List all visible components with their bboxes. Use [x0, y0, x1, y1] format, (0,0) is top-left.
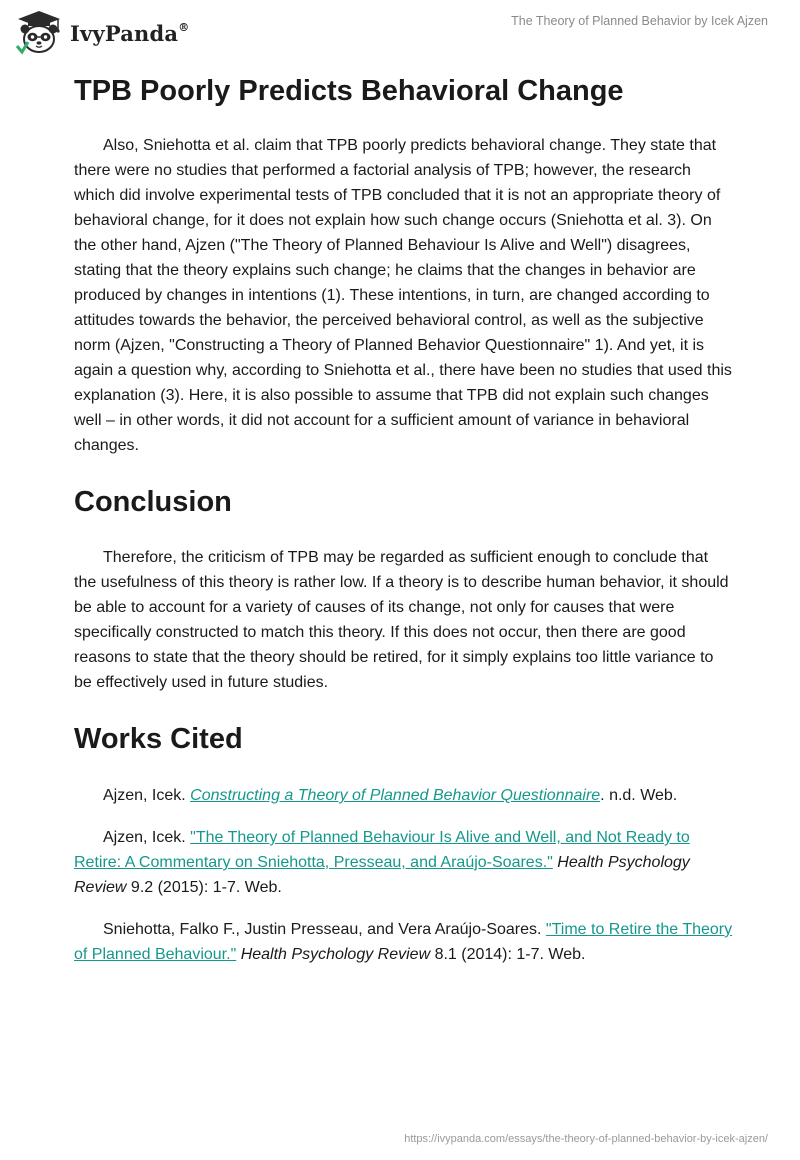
- panda-graduate-icon: [14, 8, 64, 58]
- section-paragraph: Also, Sniehotta et al. claim that TPB poorly predicts behavioral change. They state that there were no studies that performed a factorial analysis of TPB; however, the research which did involve experimental tests of TPB concluded that it is not an appropriate theory of behavioral change, for it does not explain how such change occurs (Sniehotta et al. 3). On the other hand, Ajzen ("The Theory of Planned Behaviour Is Alive and Well") disagrees, stating that the theory explains such change; he claims that the changes in behavior are produced by changes in intentions (1). These intentions, in turn, are changed according to attitudes towards the behavior, the perceived behavioral control, as well as the subjective norm (Ajzen, "Constructing a Theory of Planned Behavior Questionnaire" 1). And yet, it is again a question why, according to Sniehotta et al., there have been no studies that used this explanation (3). Here, it is also possible to assume that TPB did not explain such changes well – in other words, it did not account for a sufficient amount of variance in behavioral changes.: [74, 137, 732, 454]
- citation-entry: [74, 825, 734, 900]
- citation-details: 9.2 (2015): 1-7. Web.: [126, 879, 282, 896]
- essay-content: [74, 70, 734, 967]
- section-paragraph: Therefore, the criticism of TPB may be regarded as sufficient enough to conclude that the usefulness of this theory is rather low. If a theory is to describe human behavior, it should be able to account for a variety of causes of its change, not only for causes that were specifically constructed to match this theory. If this does not occur, then there are good reasons to state that the theory should be retired, for it simply explains too little variance to be effectively used in future studies.: [74, 549, 729, 691]
- citation-author: Sniehotta, Falko F., Justin Presseau, and Vera Araújo-Soares.: [103, 921, 546, 938]
- citation-link[interactable]: "Time to Retire the Theory of Planned Behaviour.": [74, 921, 733, 963]
- footer-url: https://ivypanda.com/essays/the-theory-of-planned-behavior-by-icek-ajzen/: [404, 1133, 768, 1145]
- section-heading: Conclusion: [74, 486, 232, 518]
- citation-link[interactable]: Constructing a Theory of Planned Behavior Questionnaire: [190, 787, 601, 804]
- document-title: The Theory of Planned Behavior by Icek Ajzen: [511, 14, 768, 28]
- citation-journal: Health Psychology Review: [74, 854, 690, 896]
- brand-name: IvyPanda®: [70, 20, 190, 46]
- citation-entry: [74, 917, 734, 967]
- citation-entry: [74, 783, 734, 808]
- section-heading: TPB Poorly Predicts Behavioral Change: [74, 75, 624, 107]
- works-cited-heading: Works Cited: [74, 723, 243, 755]
- page-header: [0, 0, 800, 62]
- citation-journal: Health Psychology Review: [240, 946, 431, 963]
- citation-author: Ajzen, Icek.: [103, 787, 191, 804]
- citation-details: 8.1 (2014): 1-7. Web.: [430, 946, 586, 963]
- citation-link[interactable]: "The Theory of Planned Behaviour Is Alive and Well, and Not Ready to Retire: A Commentary on Sniehotta, Presseau, and Araújo-Soares.": [74, 829, 690, 871]
- citation-author: Ajzen, Icek.: [103, 829, 191, 846]
- brand-logo[interactable]: [14, 8, 189, 58]
- citation-details: . n.d. Web.: [600, 787, 678, 804]
